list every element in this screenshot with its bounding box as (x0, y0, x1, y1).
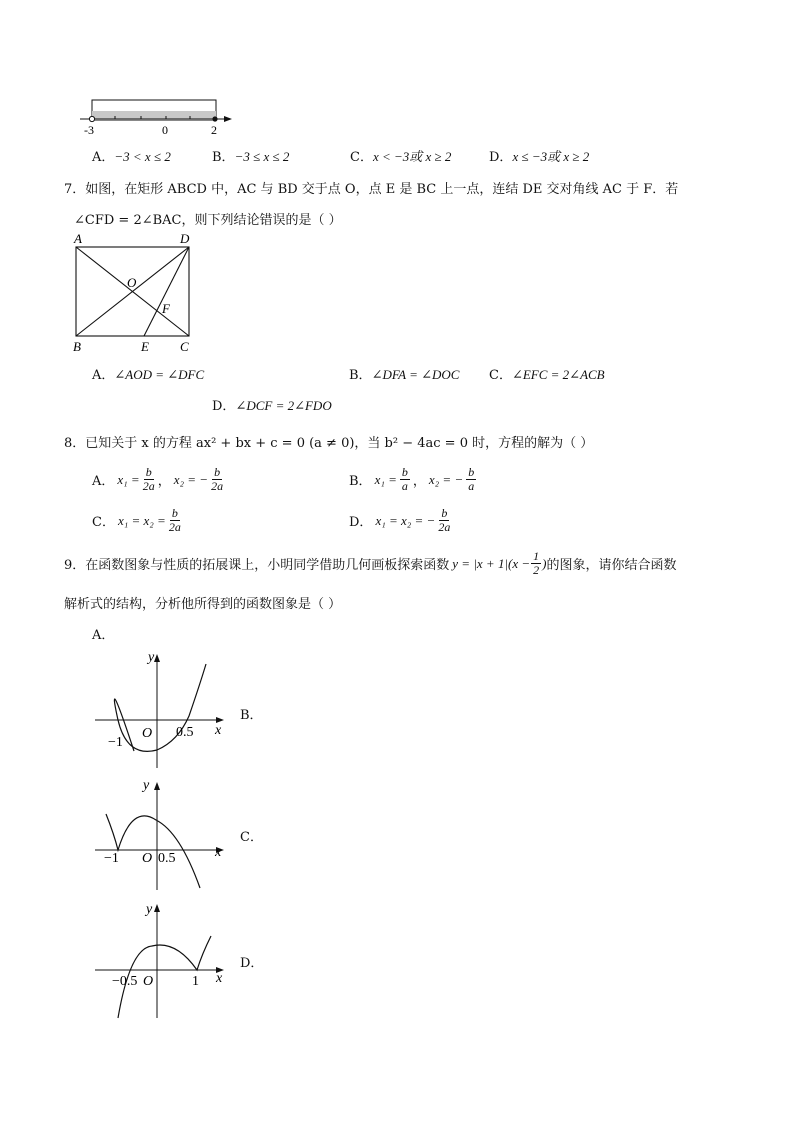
axis-y-label: y (148, 650, 155, 665)
graph-b (90, 774, 230, 894)
tick-label: 0.5 (158, 851, 176, 866)
fraction: $\frac{b}{2a}$ (142, 465, 155, 493)
fraction: $\frac{b}{2a}$ (211, 465, 224, 493)
axis-x-label: x (215, 723, 222, 738)
tick-zero: 0 (162, 123, 168, 137)
axis-y-label: y (143, 778, 150, 793)
numline-option-a: A．−3 < x ≤ 2 (92, 149, 171, 165)
graph-c (90, 896, 230, 1022)
numline-option-c: C．x < −3或 x ≥ 2 (350, 149, 452, 165)
fraction: $\frac{b}{a}$ (401, 465, 408, 493)
fraction: $\frac{b}{2a}$ (168, 506, 181, 534)
rectangle-figure (68, 230, 204, 356)
numline-option-d: D．x ≤ −3或 x ≥ 2 (489, 149, 590, 165)
label-b: B (73, 339, 81, 354)
axis-y-label: y (146, 902, 153, 917)
q8-option-d: D． x₁ = x₂ = − $\frac{b}{2a}$ (349, 506, 451, 534)
q7-option-d: D．∠DCF = 2∠FDO (212, 398, 332, 414)
q8-option-a: A． x₁ = $\frac{b}{2a}$ ， x₂ = − $\frac{b}{2a}$ (92, 465, 224, 493)
label-d: D (180, 231, 190, 246)
tick-label: 0.5 (176, 725, 194, 740)
axis-x-label: x (216, 971, 223, 986)
label-o: O (127, 275, 137, 290)
q8-option-c: C． x₁ = x₂ = $\frac{b}{2a}$ (92, 506, 181, 534)
fraction: $\frac{b}{a}$ (468, 465, 475, 493)
q7-option-a: A．∠AOD = ∠DFC (92, 367, 205, 383)
q9-option-d-label: D． (240, 956, 264, 971)
tick-label: −0.5 (112, 974, 138, 989)
tick-label: −1 (104, 851, 119, 866)
label-a: A (74, 231, 82, 246)
q8-stem: 8．已知关于 x 的方程 ax² + bx + c = 0 (a ≠ 0)，当 b² − 4ac = 0 时，方程的解为（ ） (64, 436, 594, 451)
label-c: C (180, 339, 189, 354)
q7-option-b: B．∠DFA = ∠DOC (349, 367, 460, 383)
graph-a (90, 646, 230, 774)
tick-two: 2 (211, 123, 217, 137)
q9-option-c-label: C． (240, 830, 263, 845)
q9-option-b-label: B． (240, 708, 263, 723)
q7-stem-line1: 7．如图，在矩形 ABCD 中，AC 与 BD 交于点 O，点 E 是 BC 上一点，连结 DE 交对角线 AC 于 F．若 (64, 182, 679, 197)
origin-label: O (142, 726, 153, 741)
q7-stem-line2: ∠CFD = 2∠BAC，则下列结论错误的是（ ） (74, 213, 342, 228)
label-e: E (141, 339, 149, 354)
origin-label: O (142, 851, 153, 866)
axis-x-label: x (215, 845, 222, 860)
tick-label: −1 (108, 735, 123, 750)
tick-minus3: -3 (84, 123, 94, 137)
tick-label: 1 (192, 974, 199, 989)
q9-stem-line2: 解析式的结构，分析他所得到的函数图象是（ ） (64, 597, 342, 612)
q8-option-b: B． x₁ = $\frac{b}{a}$ ， x₂ = − $\frac{b}{a}$ (349, 465, 475, 493)
origin-label: O (143, 974, 154, 989)
fraction: $\frac{1}{2}$ (533, 549, 540, 577)
fraction: $\frac{b}{2a}$ (438, 506, 451, 534)
q7-option-c: C．∠EFC = 2∠ACB (489, 367, 605, 383)
number-line-figure (78, 96, 238, 138)
label-f: F (162, 301, 170, 316)
q9-option-a-label: A． (92, 628, 115, 643)
q9-stem-line1: 9．在函数图象与性质的拓展课上，小明同学借助几何画板探索函数 y = |x + 1|(x − $\frac{1}{2}$ ) 的图象，请你结合函数 (64, 549, 677, 577)
numline-option-b: B．−3 ≤ x ≤ 2 (212, 149, 290, 165)
